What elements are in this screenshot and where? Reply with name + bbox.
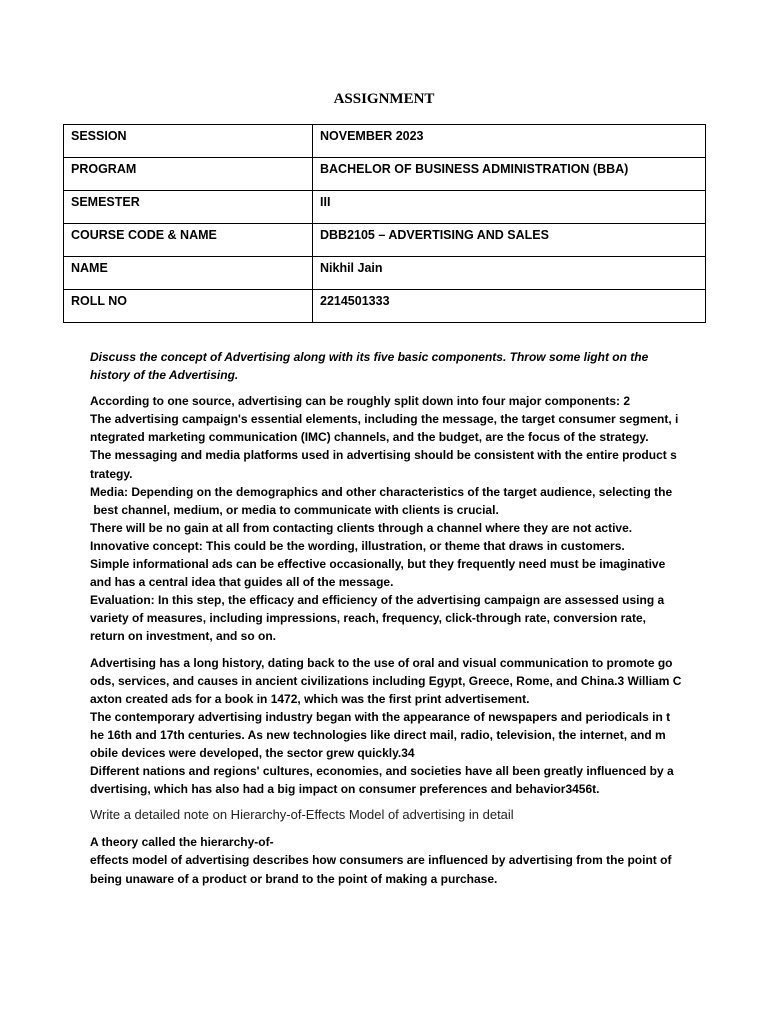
table-value-cell: BACHELOR OF BUSINESS ADMINISTRATION (BBA) [313, 158, 706, 191]
text-line: being unaware of a product or brand to the point of making a purchase. [90, 871, 498, 886]
text-line: return on investment, and so on. [90, 629, 277, 644]
answer-1-history [90, 654, 690, 799]
table-row-semester [64, 191, 706, 224]
text-line: trategy. [90, 466, 133, 481]
table-label-cell: COURSE CODE & NAME [64, 224, 313, 257]
table-label-cell: NAME [64, 257, 313, 290]
table-row-roll-no [64, 290, 706, 323]
table-label-cell: PROGRAM [64, 158, 313, 191]
text-line: The advertising campaign's essential elements, including the message, the target consumer segment, i [90, 412, 679, 427]
text-line: According to one source, advertising can be roughly split down into four major components: 2 [90, 394, 631, 409]
table-label-cell: SESSION [64, 125, 313, 158]
text-line: Simple informational ads can be effective occasionally, but they frequently need must be imaginative [90, 557, 666, 572]
text-line: Media: Depending on the demographics and other characteristics of the target audience, selecting the [90, 484, 673, 499]
answer-2 [90, 833, 690, 887]
text-line: variety of measures, including impressions, reach, frequency, click-through rate, conversion rate, [90, 611, 646, 626]
table-value-cell: III [313, 191, 706, 224]
assignment-info-table [63, 124, 706, 323]
text-line: dvertising, which has also had a big impact on consumer preferences and behavior3456t. [90, 782, 600, 797]
text-line: and has a central idea that guides all of the message. [90, 575, 394, 590]
question-2: Write a detailed note on Hierarchy-of-Effects Model of advertising in detail [90, 807, 514, 823]
document-title: ASSIGNMENT [333, 91, 435, 107]
text-line: A theory called the hierarchy-of- [90, 835, 274, 850]
table-row-program [64, 158, 706, 191]
text-line: best channel, medium, or media to communicate with clients is crucial. [90, 502, 499, 517]
answer-1-components [90, 392, 690, 645]
text-line: Advertising has a long history, dating back to the use of oral and visual communication to promote go [90, 655, 673, 670]
table-label-cell: SEMESTER [64, 191, 313, 224]
table-row-course [64, 224, 706, 257]
table-value-cell: NOVEMBER 2023 [313, 125, 706, 158]
text-line: Evaluation: In this step, the efficacy and efficiency of the advertising campaign are assessed using a [90, 593, 665, 608]
text-line: effects model of advertising describes how consumers are influenced by advertising from the point of [90, 853, 672, 868]
text-line: Innovative concept: This could be the wording, illustration, or theme that draws in customers. [90, 538, 625, 553]
table-value-cell: DBB2105 – ADVERTISING AND SALES [313, 224, 706, 257]
text-line: he 16th and 17th centuries. As new technologies like direct mail, radio, television, the internet, and m [90, 727, 666, 742]
text-line: Different nations and regions' cultures, economies, and societies have all been greatly influenced by a [90, 764, 674, 779]
text-line: ntegrated marketing communication (IMC) channels, and the budget, are the focus of the strategy. [90, 430, 649, 445]
text-line: axton created ads for a book in 1472, which was the first print advertisement. [90, 691, 530, 706]
table-row-session [64, 125, 706, 158]
text-line: The contemporary advertising industry began with the appearance of newspapers and periodicals in t [90, 709, 671, 724]
text-line: obile devices were developed, the sector grew quickly.34 [90, 745, 415, 760]
question-1 [90, 348, 690, 384]
text-line: The messaging and media platforms used in advertising should be consistent with the entire product s [90, 448, 677, 463]
table-row-name [64, 257, 706, 290]
text-line: Discuss the concept of Advertising along with its five basic components. Throw some light on the [90, 350, 649, 364]
table-label-cell: ROLL NO [64, 290, 313, 323]
table-value-cell: Nikhil Jain [313, 257, 706, 290]
text-line: There will be no gain at all from contacting clients through a channel where they are not active. [90, 520, 633, 535]
table-value-cell: 2214501333 [313, 290, 706, 323]
text-line: history of the Advertising. [90, 368, 239, 383]
document-body [90, 348, 690, 896]
text-line: ods, services, and causes in ancient civilizations including Egypt, Greece, Rome, and China.3 William C [90, 673, 682, 688]
